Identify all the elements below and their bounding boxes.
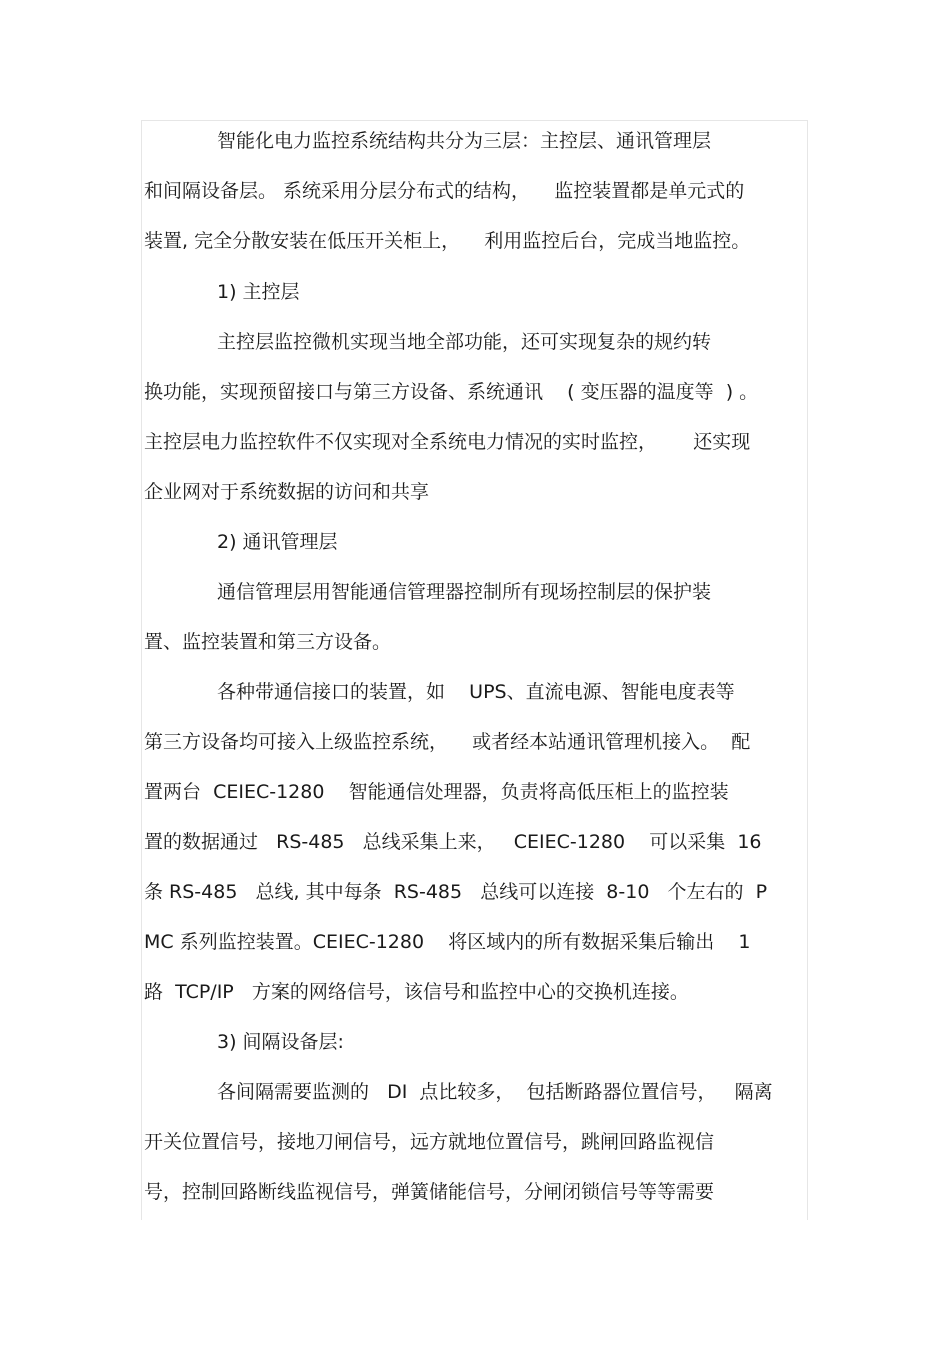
section-heading: 1) 主控层 <box>217 281 300 303</box>
section-heading: 3) 间隔设备层: <box>217 1031 344 1053</box>
paragraph-line: 号，控制回路断线监视信号，弹簧储能信号，分闸闭锁信号等等需要 <box>144 1181 715 1203</box>
paragraph-line: 各种带通信接口的装置，如 UPS、直流电源、智能电度表等 <box>217 681 735 703</box>
paragraph-line: 条 RS-485 总线, 其中每条 RS-485 总线可以连接 8-10 个左右的 P <box>144 881 768 903</box>
paragraph-line: 换功能，实现预留接口与第三方设备、系统通讯 ( 变压器的温度等 ) 。 <box>144 381 759 403</box>
paragraph-line: 主控层监控微机实现当地全部功能，还可实现复杂的规约转 <box>217 331 712 353</box>
paragraph-line: 开关位置信号，接地刀闸信号，远方就地位置信号，跳闸回路监视信 <box>144 1131 715 1153</box>
paragraph-line: 和间隔设备层。 系统采用分层分布式的结构， 监控装置都是单元式的 <box>144 180 745 202</box>
paragraph-line: 置两台 CEIEC-1280 智能通信处理器，负责将高低压柜上的监控装 <box>144 781 729 803</box>
paragraph-line: 装置, 完全分散安装在低压开关柜上， 利用监控后台，完成当地监控。 <box>144 230 751 252</box>
paragraph-line: 企业网对于系统数据的访问和共享 <box>144 481 430 503</box>
paragraph-line: 主控层电力监控软件不仅实现对全系统电力情况的实时监控， 还实现 <box>144 431 751 453</box>
section-heading: 2) 通讯管理层 <box>217 531 338 553</box>
paragraph-line: 智能化电力监控系统结构共分为三层：主控层、通讯管理层 <box>217 130 712 152</box>
paragraph-line: 各间隔需要监测的 DI 点比较多， 包括断路器位置信号， 隔离 <box>217 1081 773 1103</box>
paragraph-line: 置的数据通过 RS-485 总线采集上来， CEIEC-1280 可以采集 16 <box>144 831 762 853</box>
paragraph-line: 通信管理层用智能通信管理器控制所有现场控制层的保护装 <box>217 581 712 603</box>
paragraph-line: 置、监控装置和第三方设备。 <box>144 631 392 653</box>
paragraph-line: MC 系列监控装置。CEIEC-1280 将区域内的所有数据采集后输出 1 <box>144 931 751 953</box>
paragraph-line: 第三方设备均可接入上级监控系统， 或者经本站通讯管理机接入。 配 <box>144 731 751 753</box>
paragraph-line: 路 TCP/IP 方案的网络信号，该信号和监控中心的交换机连接。 <box>144 981 689 1003</box>
